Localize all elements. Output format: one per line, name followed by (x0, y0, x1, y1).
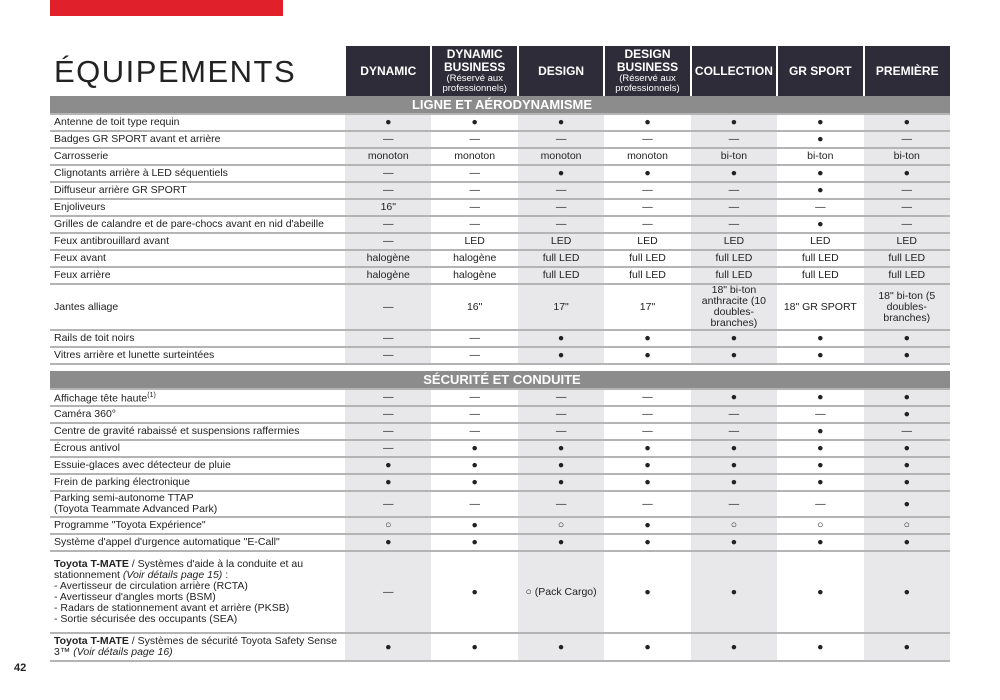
feature-text: Carrosserie (54, 150, 109, 162)
cell-value: ● (777, 131, 863, 148)
cell-value: ● (604, 440, 690, 457)
footnote-ref: (1) (147, 392, 156, 400)
cell-value: halogène (431, 250, 517, 267)
equipment-table (50, 46, 950, 662)
feature-brand: Toyota T-MATE (54, 635, 129, 647)
feature-label (50, 389, 345, 406)
cell-value: 16" (345, 199, 431, 216)
column-name: COLLECTION (694, 63, 773, 78)
brand-accent-bar (50, 0, 283, 16)
cell-value: ● (777, 551, 863, 633)
cell-value: — (431, 199, 517, 216)
cell-value: — (518, 423, 604, 440)
feature-label (50, 551, 345, 633)
feature-text: Système d'appel d'urgence automatique "E-Call" (54, 536, 280, 548)
cell-value: ● (691, 633, 777, 661)
cell-value: — (864, 216, 950, 233)
cell-value: ● (518, 440, 604, 457)
feature-label (50, 250, 345, 267)
column-name: DYNAMIC BUSINESS (444, 47, 506, 74)
cell-value: — (345, 440, 431, 457)
table-row (50, 114, 950, 131)
cell-value: ○ (691, 517, 777, 534)
feature-subitem: - Avertisseur de circulation arrière (RCTA) (54, 580, 248, 592)
cell-value: — (777, 406, 863, 423)
feature-text: Écrous antivol (54, 442, 120, 454)
cell-value: ○ (345, 517, 431, 534)
column-note: (Réservé aux professionnels) (442, 73, 507, 94)
page-title: ÉQUIPEMENTS (54, 54, 297, 89)
cell-value: full LED (691, 250, 777, 267)
cell-value: ● (777, 423, 863, 440)
cell-value: ● (777, 114, 863, 131)
feature-text: Caméra 360° (54, 408, 116, 420)
column-header (864, 46, 950, 96)
cell-value: ● (864, 551, 950, 633)
feature-text: Feux arrière (54, 269, 111, 281)
cell-value: ● (604, 534, 690, 551)
column-header (777, 46, 863, 96)
cell-value: ● (864, 491, 950, 517)
cell-value: — (518, 389, 604, 406)
table-row (50, 148, 950, 165)
cell-value: — (345, 233, 431, 250)
cell-value: LED (518, 233, 604, 250)
cell-value: ● (604, 330, 690, 347)
cell-value: ● (518, 457, 604, 474)
cell-value: ○ (777, 517, 863, 534)
feature-text: / Systèmes d'aide à la conduite et au stationnement (54, 558, 304, 581)
cell-value: — (345, 284, 431, 330)
feature-page-ref: (Voir détails page 16) (73, 646, 173, 658)
cell-value: ● (691, 474, 777, 491)
feature-subitem: - Sortie sécurisée des occupants (SEA) (54, 613, 238, 625)
table-row (50, 199, 950, 216)
cell-value: ● (691, 114, 777, 131)
feature-text: Antenne de toit type requin (54, 116, 180, 128)
cell-value: ○ (518, 517, 604, 534)
cell-value: ● (777, 633, 863, 661)
cell-value: — (864, 131, 950, 148)
feature-label (50, 534, 345, 551)
cell-value: ● (864, 440, 950, 457)
cell-value: — (518, 199, 604, 216)
table-row (50, 474, 950, 491)
table-row (50, 633, 950, 661)
cell-value: full LED (777, 250, 863, 267)
feature-text: Feux avant (54, 252, 106, 264)
cell-value: LED (777, 233, 863, 250)
feature-text: Feux antibrouillard avant (54, 235, 169, 247)
cell-value: ● (777, 216, 863, 233)
feature-text: Vitres arrière et lunette surteintées (54, 349, 215, 361)
cell-value: — (431, 330, 517, 347)
feature-label (50, 633, 345, 661)
cell-value: LED (864, 233, 950, 250)
cell-value: full LED (518, 250, 604, 267)
cell-value: — (345, 423, 431, 440)
cell-value: — (777, 491, 863, 517)
cell-value: ● (518, 114, 604, 131)
cell-value: — (518, 182, 604, 199)
cell-value: — (777, 199, 863, 216)
cell-value: ● (604, 457, 690, 474)
cell-value: LED (604, 233, 690, 250)
cell-value: — (864, 182, 950, 199)
table-row (50, 457, 950, 474)
table-row (50, 330, 950, 347)
cell-value: ● (691, 440, 777, 457)
section-title: LIGNE ET AÉRODYNAMISME (50, 96, 950, 114)
cell-value: ● (777, 165, 863, 182)
cell-value: — (345, 330, 431, 347)
feature-label (50, 182, 345, 199)
table-row (50, 534, 950, 551)
cell-value: ● (431, 534, 517, 551)
table-row (50, 267, 950, 284)
cell-value: — (431, 131, 517, 148)
cell-value: ● (518, 165, 604, 182)
cell-value: ● (777, 440, 863, 457)
cell-value: 17" (604, 284, 690, 330)
cell-value: — (604, 389, 690, 406)
cell-value: — (691, 199, 777, 216)
cell-value: ● (345, 457, 431, 474)
cell-value: monoton (604, 148, 690, 165)
cell-value: ● (604, 165, 690, 182)
table-row (50, 491, 950, 517)
cell-value: full LED (604, 250, 690, 267)
cell-value: 18" GR SPORT (777, 284, 863, 330)
cell-value: ● (691, 551, 777, 633)
cell-value: — (604, 182, 690, 199)
table-row (50, 216, 950, 233)
table-row (50, 440, 950, 457)
cell-value: ● (777, 347, 863, 364)
cell-value: ● (777, 457, 863, 474)
cell-value: LED (691, 233, 777, 250)
feature-subitem: - Radars de stationnement avant et arrière (PKSB) (54, 602, 290, 614)
cell-value: ● (691, 534, 777, 551)
section-gap (50, 364, 950, 371)
cell-value: — (604, 199, 690, 216)
feature-label (50, 474, 345, 491)
cell-value: ● (777, 474, 863, 491)
cell-value: — (431, 389, 517, 406)
table-row (50, 347, 950, 364)
cell-value: ● (864, 114, 950, 131)
cell-value: ● (864, 347, 950, 364)
cell-value: — (431, 165, 517, 182)
cell-value: bi-ton (777, 148, 863, 165)
cell-value: — (345, 551, 431, 633)
cell-value: ● (777, 330, 863, 347)
cell-value: bi-ton (864, 148, 950, 165)
cell-value: ● (518, 534, 604, 551)
feature-label (50, 406, 345, 423)
feature-page-ref: (Voir détails page 15) (122, 569, 223, 581)
feature-label (50, 284, 345, 330)
cell-value: ● (431, 457, 517, 474)
table-row (50, 423, 950, 440)
cell-value: ● (864, 330, 950, 347)
feature-text-end: : (222, 569, 229, 581)
table-row (50, 233, 950, 250)
cell-value: LED (431, 233, 517, 250)
cell-value: — (431, 347, 517, 364)
cell-value: — (345, 491, 431, 517)
cell-value: ● (604, 474, 690, 491)
cell-value: ● (431, 474, 517, 491)
cell-value: ● (864, 165, 950, 182)
cell-value: — (604, 131, 690, 148)
cell-value: full LED (518, 267, 604, 284)
cell-value: ● (864, 389, 950, 406)
cell-value: — (691, 491, 777, 517)
cell-value: ○ (Pack Cargo) (518, 551, 604, 633)
section-title: SÉCURITÉ ET CONDUITE (50, 371, 950, 389)
cell-value: 17" (518, 284, 604, 330)
cell-value: ● (431, 551, 517, 633)
column-name: DESIGN BUSINESS (616, 47, 679, 74)
cell-value: ● (864, 406, 950, 423)
cell-value: full LED (777, 267, 863, 284)
feature-text: Affichage tête haute (54, 392, 148, 405)
cell-value: ● (604, 114, 690, 131)
feature-text: Frein de parking électronique (54, 476, 190, 488)
cell-value: ● (518, 330, 604, 347)
cell-value: ● (777, 534, 863, 551)
cell-value: — (431, 216, 517, 233)
cell-value: bi-ton (691, 148, 777, 165)
table-row (50, 389, 950, 406)
cell-value: ● (691, 347, 777, 364)
cell-value: ● (431, 517, 517, 534)
cell-value: 16" (431, 284, 517, 330)
feature-label (50, 423, 345, 440)
column-header (691, 46, 777, 96)
feature-label (50, 199, 345, 216)
cell-value: ● (691, 389, 777, 406)
feature-label (50, 347, 345, 364)
cell-value: ● (345, 114, 431, 131)
column-name: DESIGN (538, 63, 585, 78)
column-header (518, 46, 604, 96)
cell-value: full LED (864, 267, 950, 284)
column-header (604, 46, 690, 96)
cell-value: — (518, 491, 604, 517)
column-name: GR SPORT (788, 63, 852, 78)
feature-label (50, 440, 345, 457)
cell-value: ● (604, 633, 690, 661)
feature-text: Parking semi-autonome TTAP (54, 492, 194, 504)
cell-value: ● (518, 347, 604, 364)
feature-label (50, 330, 345, 347)
feature-text: Jantes alliage (54, 300, 119, 313)
cell-value: ● (864, 474, 950, 491)
cell-value: ● (345, 633, 431, 661)
feature-text: Grilles de calandre et de pare-chocs avant en nid d'abeille (54, 218, 324, 230)
cell-value: — (345, 216, 431, 233)
table-row (50, 182, 950, 199)
section-header (50, 371, 950, 389)
cell-value: halogène (345, 267, 431, 284)
feature-subitem: - Avertisseur d'angles morts (BSM) (54, 591, 216, 603)
cell-value: — (691, 131, 777, 148)
table-row (50, 284, 950, 330)
cell-value: ● (864, 534, 950, 551)
cell-value: ● (431, 633, 517, 661)
cell-value: — (345, 165, 431, 182)
cell-value: ● (431, 440, 517, 457)
cell-value: — (518, 131, 604, 148)
cell-value: monoton (431, 148, 517, 165)
feature-label (50, 233, 345, 250)
cell-value: ● (691, 330, 777, 347)
feature-text: Essuie-glaces avec détecteur de pluie (54, 459, 231, 471)
feature-label (50, 491, 345, 517)
feature-text: Centre de gravité rabaissé et suspensions raffermies (54, 425, 300, 437)
feature-text-line2: (Toyota Teammate Advanced Park) (54, 503, 218, 515)
column-name: DYNAMIC (360, 63, 417, 78)
table-row (50, 165, 950, 182)
cell-value: ● (604, 347, 690, 364)
feature-brand: Toyota T-MATE (54, 558, 129, 570)
cell-value: ● (518, 633, 604, 661)
cell-value: — (691, 406, 777, 423)
cell-value: monoton (345, 148, 431, 165)
cell-value: — (345, 347, 431, 364)
cell-value: full LED (691, 267, 777, 284)
cell-value: — (431, 423, 517, 440)
cell-value: ● (777, 389, 863, 406)
feature-text: Rails de toit noirs (54, 332, 135, 344)
table-row (50, 250, 950, 267)
cell-value: ● (691, 165, 777, 182)
cell-value: full LED (864, 250, 950, 267)
cell-value: — (431, 182, 517, 199)
cell-value: — (518, 216, 604, 233)
cell-value: ○ (864, 517, 950, 534)
cell-value: — (345, 406, 431, 423)
table-row (50, 406, 950, 423)
table-row (50, 517, 950, 534)
cell-value: — (345, 131, 431, 148)
feature-label (50, 165, 345, 182)
feature-label (50, 148, 345, 165)
column-note: (Réservé aux professionnels) (615, 73, 680, 94)
cell-value: ● (345, 534, 431, 551)
feature-label (50, 517, 345, 534)
cell-value: — (345, 182, 431, 199)
feature-label (50, 131, 345, 148)
column-name: PREMIÈRE (875, 63, 939, 78)
cell-value: halogène (431, 267, 517, 284)
cell-value: — (864, 423, 950, 440)
cell-value: — (604, 216, 690, 233)
cell-value: ● (691, 457, 777, 474)
cell-value: ● (864, 633, 950, 661)
cell-value: — (431, 491, 517, 517)
cell-value: 18" bi-ton (5 doubles-branches) (864, 284, 950, 330)
table-row (50, 131, 950, 148)
cell-value: ● (777, 182, 863, 199)
feature-label (50, 216, 345, 233)
cell-value: — (431, 406, 517, 423)
feature-text: / Systèmes de sécurité Toyota Safety Sense 3™ (54, 635, 338, 658)
page-number: 42 (14, 662, 27, 674)
column-header (345, 46, 431, 96)
cell-value: — (518, 406, 604, 423)
cell-value: ● (518, 474, 604, 491)
feature-label (50, 114, 345, 131)
table-row (50, 551, 950, 633)
cell-value: full LED (604, 267, 690, 284)
cell-value: — (691, 423, 777, 440)
feature-text: Badges GR SPORT avant et arrière (54, 133, 221, 145)
cell-value: — (864, 199, 950, 216)
cell-value: — (604, 423, 690, 440)
feature-label (50, 267, 345, 284)
cell-value: ● (431, 114, 517, 131)
cell-value: ● (604, 517, 690, 534)
section-header (50, 96, 950, 114)
feature-text: Diffuseur arrière GR SPORT (54, 184, 187, 196)
cell-value: — (604, 491, 690, 517)
feature-text: Clignotants arrière à LED séquentiels (54, 167, 228, 179)
cell-value: ● (604, 551, 690, 633)
cell-value: — (604, 406, 690, 423)
cell-value: ● (864, 457, 950, 474)
feature-label (50, 457, 345, 474)
cell-value: monoton (518, 148, 604, 165)
feature-text: Enjoliveurs (54, 201, 106, 213)
cell-value: 18" bi-ton anthracite (10 doubles-branches) (691, 284, 777, 330)
cell-value: — (345, 389, 431, 406)
cell-value: — (691, 216, 777, 233)
cell-value: — (691, 182, 777, 199)
cell-value: ● (345, 474, 431, 491)
cell-value: halogène (345, 250, 431, 267)
feature-text: Programme "Toyota Expérience" (54, 519, 206, 531)
column-header (431, 46, 517, 96)
